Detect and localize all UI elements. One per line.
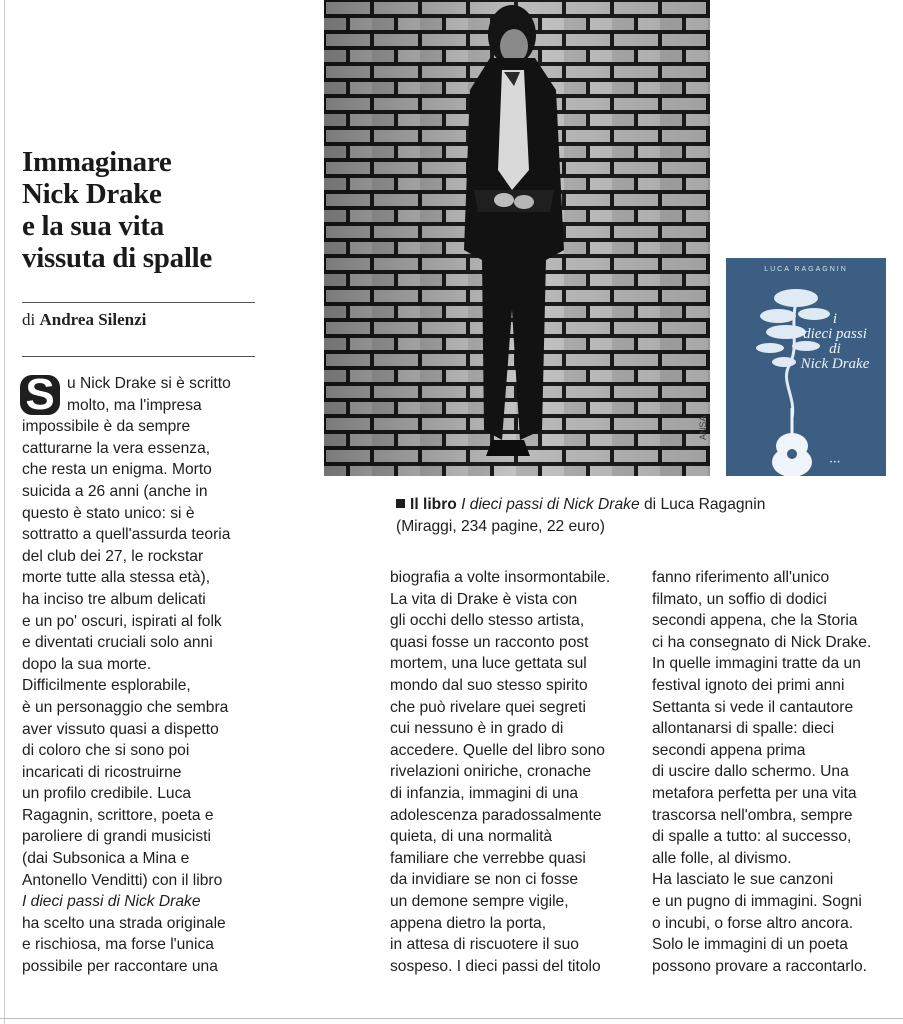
text-line: incaricati di ricostruirne [22, 763, 182, 781]
text-line: mondo dal suo stesso spirito [390, 676, 588, 694]
text-line: morte tutte alla stessa età), [22, 569, 211, 587]
text-line: mortem, una luce gettata sul [390, 655, 587, 673]
headline-line: Nick Drake [22, 178, 162, 210]
text-line: questo è stato unico: si è [22, 504, 195, 522]
text-line: cui nessuno è in grado di [390, 720, 564, 738]
text-line: ha inciso tre album delicati [22, 590, 206, 608]
text-line: filmato, un soffio di dodici [652, 590, 827, 608]
text-line: Antonello Venditti) con il libro [22, 871, 223, 889]
text-line: La vita di Drake è vista con [390, 590, 578, 608]
byline-bottom-rule [22, 356, 255, 357]
text-line: paroliere di grandi musicisti [22, 828, 211, 846]
text-line: familiare che verrebbe quasi [390, 849, 586, 867]
text-line: di infanzia, immagini di una [390, 784, 579, 802]
text-line: un demone sempre vigile, [390, 892, 569, 910]
text-line: in attesa di riscuotere il suo [390, 936, 579, 954]
photo-credit: ANSA [698, 415, 708, 440]
nick-drake-photo [324, 0, 710, 476]
text-line: di coloro che si sono poi [22, 742, 190, 760]
text-line: impossibile è da sempre [22, 418, 191, 436]
text-line: biografia a volte insormontabile. [390, 569, 611, 586]
headline [22, 146, 272, 274]
caption-details: (Miraggi, 234 pagine, 22 euro) [396, 517, 605, 535]
caption-label: Il libro [410, 496, 457, 513]
text-line: e un po' oscuri, ispirati al folk [22, 612, 222, 630]
text-line: di spalle a tutto: al successo, [652, 828, 852, 846]
book-title-line: dieci passi [803, 326, 867, 342]
book-cover-title [790, 312, 880, 372]
text-line: aver vissuto quasi a dispetto [22, 720, 219, 738]
caption-book-title: I dieci passi di Nick Drake [461, 496, 640, 513]
text-line: possono provare a raccontarlo. [652, 957, 867, 975]
book-cover-author: LUCA RAGAGNIN [764, 266, 848, 273]
text-line: da invidiare se non ci fosse [390, 871, 579, 889]
headline-line: Immaginare [22, 146, 172, 178]
text-line: che resta un enigma. Morto [22, 461, 212, 479]
text-line: accedere. Quelle del libro sono [390, 741, 605, 759]
text-line: dopo la sua morte. [22, 655, 152, 673]
text-line: Ha lasciato le sue canzoni [652, 871, 834, 889]
text-line: ha scelto una strada originale [22, 914, 226, 932]
text-line: un profilo credibile. Luca [22, 785, 192, 803]
text-line: trascorsa nell'ombra, sempre [652, 806, 853, 824]
text-line: o incubi, o forse altro ancora. [652, 914, 854, 932]
byline-top-rule [22, 302, 255, 303]
text-line: u Nick Drake si è scritto [67, 375, 231, 392]
text-line: Solo le immagini di un poeta [652, 936, 848, 954]
text-line: festival ignoto dei primi anni [652, 676, 845, 694]
text-line: quasi fosse un racconto post [390, 633, 589, 651]
book-title-line: i [832, 311, 838, 327]
text-line: e un pugno di immagini. Sogni [652, 892, 862, 910]
photo-caption [396, 494, 765, 537]
text-line: Ragagnin, scrittore, poeta e [22, 806, 214, 824]
text-line: sospeso. I dieci passi del titolo [390, 957, 601, 975]
text-line: In quelle immagini tratte da un [652, 655, 861, 673]
body-column-2 [390, 567, 610, 977]
text-line: secondi appena prima [652, 741, 806, 759]
text-line: allontanarsi di spalle: dieci [652, 720, 835, 738]
text-line: ci ha consegnato di Nick Drake. [652, 633, 872, 651]
text-line: metafora perfetta per una vita [652, 784, 857, 802]
text-line: che può rivelare quei segreti [390, 698, 586, 716]
text-line: alle folle, al divismo. [652, 849, 792, 867]
text-line: appena dietro la porta, [390, 914, 547, 932]
byline-prefix: di [22, 310, 36, 329]
book-cover [726, 258, 886, 476]
text-line: di uscire dallo schermo. Una [652, 763, 849, 781]
drop-cap: S [20, 375, 60, 415]
text-line: e diventati cruciali solo anni [22, 634, 213, 652]
book-title-line: di [829, 341, 841, 357]
text-line: fanno riferimento all'unico [652, 569, 830, 586]
text-line: sottratto a quell'assurda teoria [22, 526, 231, 544]
page-bottom-rule [0, 1018, 903, 1019]
headline-line: vissuta di spalle [22, 242, 212, 274]
text-line: Settanta si vede il cantautore [652, 698, 854, 716]
text-line: è un personaggio che sembra [22, 698, 229, 716]
text-line: gli occhi dello stesso artista, [390, 612, 585, 630]
headline-line: e la sua vita [22, 210, 164, 242]
author-name: Andrea Silenzi [39, 310, 147, 329]
text-line: catturarne la vera essenza, [22, 439, 211, 457]
body-column-1 [22, 373, 231, 978]
text-line: suicida a 26 anni (anche in [22, 482, 208, 500]
text-line: rivelazioni oniriche, cronache [390, 763, 592, 781]
text-line-book-title: I dieci passi di Nick Drake [22, 893, 201, 911]
text-line: (dai Subsonica a Mina e [22, 850, 190, 868]
svg-text:• • •: • • • [830, 460, 840, 466]
book-title-line: Nick Drake [800, 356, 870, 372]
page-edge-rule [4, 0, 5, 1024]
text-line: e rischiosa, ma forse l'unica [22, 936, 214, 954]
byline [22, 310, 146, 330]
text-line: secondi appena, che la Storia [652, 612, 858, 630]
caption-square-icon [396, 499, 405, 508]
body-column-3 [652, 567, 871, 977]
text-line: molto, ma l'impresa [67, 396, 202, 414]
text-line: Difficilmente esplorabile, [22, 677, 191, 695]
text-line: adolescenza paradossalmente [390, 806, 602, 824]
text-line: quieta, di una normalità [390, 828, 553, 846]
caption-author: di Luca Ragagnin [639, 496, 766, 513]
text-line: possibile per raccontare una [22, 958, 218, 976]
text-line: del club dei 27, le rockstar [22, 547, 204, 565]
